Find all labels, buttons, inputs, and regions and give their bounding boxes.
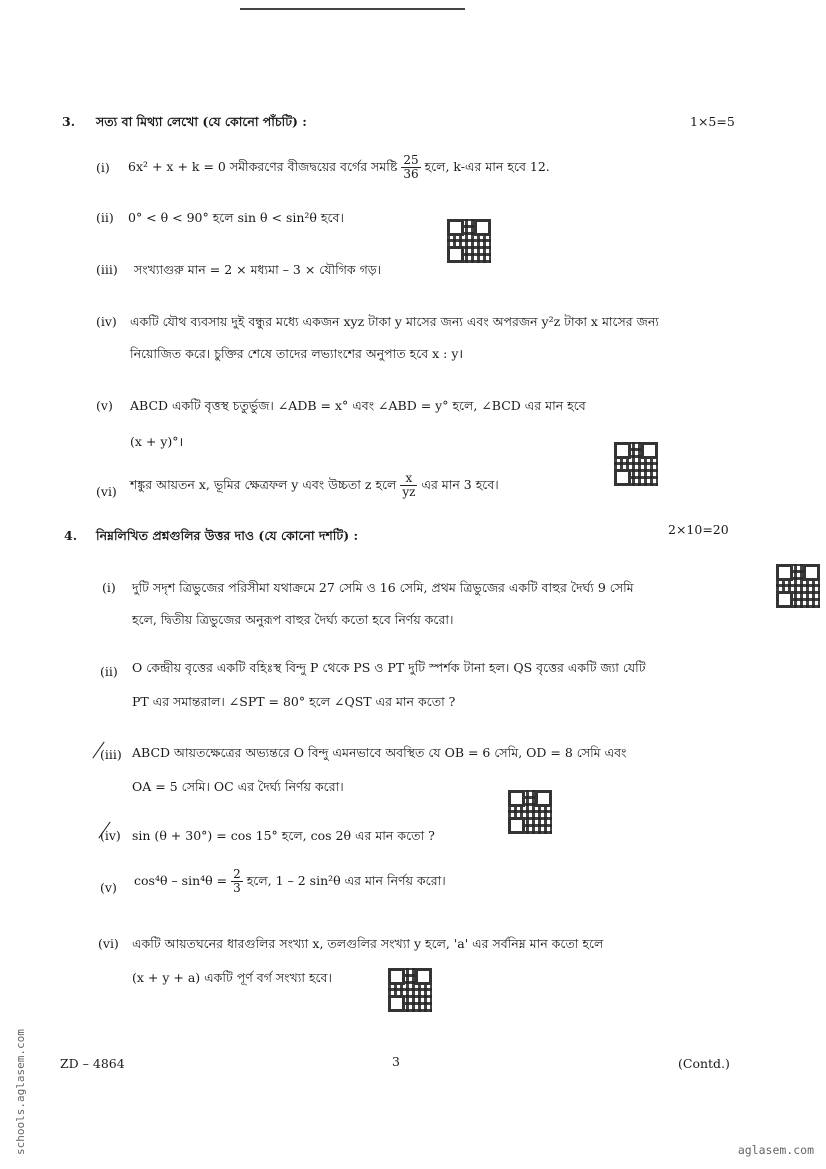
- question-3-number: 3.: [62, 114, 76, 129]
- q3-item-i: [128, 152, 550, 182]
- q4-item-label: (i): [102, 580, 116, 595]
- q4-item-ii: O কেন্দ্রীয় বৃত্তের একটি বহিঃস্থ বিন্দু P থেকে PS ও PT দুটি স্পর্শক টানা হল। QS বৃত্তের একটি জ্যা যেটি: [132, 660, 646, 675]
- fraction-denominator: yz: [402, 485, 416, 499]
- q4-item-ii-cont: PT এর সমান্তরাল। ∠SPT = 80° হলে ∠QST এর মান কতো ?: [132, 694, 456, 709]
- continued-label: (Contd.): [678, 1056, 730, 1071]
- q3-item-v-cont: (x + y)°।: [130, 434, 184, 449]
- q3-item-label: (vi): [96, 484, 117, 499]
- qr-code-icon: [508, 790, 552, 834]
- qr-code-icon: [388, 968, 432, 1012]
- qr-code-icon: [776, 564, 820, 608]
- q4-item-iv: sin (θ + 30°) = cos 15° হলে, cos 2θ এর মান কতো ?: [132, 828, 435, 843]
- q4-item-iii-cont: OA = 5 সেমি। OC এর দৈর্ঘ্য নির্ণয় করো।: [132, 779, 344, 794]
- q4-item-v-text-a: cos⁴θ – sin⁴θ =: [134, 873, 228, 888]
- q3-item-iii: সংখ্যাগুরু মান = 2 × মধ্যমা – 3 × যৌগিক গড়।: [134, 262, 382, 277]
- question-3-title: সত্য বা মিথ্যা লেখো (যে কোনো পাঁচটি) :: [96, 114, 307, 129]
- q3-item-vi: [130, 470, 499, 500]
- q3-item-label: (ii): [96, 210, 114, 225]
- fraction-numerator: x: [400, 472, 417, 486]
- q3-item-ii: 0° < θ < 90° হলে sin θ < sin²θ হবে।: [128, 210, 344, 225]
- q3-item-i-fraction: [401, 154, 420, 181]
- fraction-numerator: 25: [403, 153, 419, 167]
- fraction-denominator: 36: [403, 167, 419, 181]
- question-4-marks: 2×10=20: [668, 522, 729, 537]
- question-3-marks: 1×5=5: [690, 114, 735, 129]
- q4-item-vi-cont: (x + y + a) একটি পূর্ণ বর্গ সংখ্যা হবে।: [132, 970, 332, 985]
- q4-item-v: [134, 866, 446, 896]
- fraction-numerator: 2: [233, 867, 241, 881]
- q3-item-i-text-b: হলে, k-এর মান হবে 12.: [424, 159, 550, 174]
- q3-item-iv-cont: নিয়োজিত করে। চুক্তির শেষে তাদের লভ্যাংশের অনুপাত হবে x : y।: [130, 346, 464, 361]
- q3-item-i-text-a: 6x² + x + k = 0 সমীকরণের বীজদ্বয়ের বর্গের সমষ্টি: [128, 159, 398, 174]
- q4-item-label: (iii): [100, 747, 122, 762]
- qr-code-icon: [614, 442, 658, 486]
- paper-code: ZD – 4864: [60, 1056, 125, 1071]
- fraction-denominator: 3: [233, 881, 241, 895]
- q4-item-label: (v): [100, 880, 117, 895]
- q4-item-iii: ABCD আয়তক্ষেত্রের অভ্যন্তরে O বিন্দু এমনভাবে অবস্থিত যে OB = 6 সেমি, OD = 8 সেমি এবং: [132, 745, 627, 760]
- q3-item-iv: একটি যৌথ ব্যবসায় দুই বন্ধুর মধ্যে একজন xyz টাকা y মাসের জন্য এবং অপরজন y²z টাকা x মাসের জন্য: [130, 314, 659, 329]
- qr-code-icon: [447, 219, 491, 263]
- question-4-title: নিম্নলিখিত প্রশ্নগুলির উত্তর দাও (যে কোনো দশটি) :: [96, 528, 359, 543]
- q4-item-label: (ii): [100, 664, 118, 679]
- q3-item-label: (i): [96, 160, 110, 175]
- q3-item-label: (v): [96, 398, 113, 413]
- q3-item-v: ABCD একটি বৃত্তস্থ চতুর্ভুজ। ∠ADB = x° এবং ∠ABD = y° হলে, ∠BCD এর মান হবে: [130, 398, 586, 413]
- page-number: 3: [392, 1054, 400, 1069]
- q4-item-label: (iv): [100, 828, 121, 843]
- q4-item-label: (vi): [98, 936, 119, 951]
- q4-item-i: দুটি সদৃশ ত্রিভুজের পরিসীমা যথাক্রমে 27 সেমি ও 16 সেমি, প্রথম ত্রিভুজের একটি বাহুর দৈর্ঘ্য 9 সেমি: [132, 580, 634, 595]
- question-4-number: 4.: [64, 528, 78, 543]
- q3-item-vi-fraction: [400, 472, 417, 499]
- q3-item-label: (iii): [96, 262, 118, 277]
- q4-item-v-text-b: হলে, 1 – 2 sin²θ এর মান নির্ণয় করো।: [246, 873, 446, 888]
- q4-item-v-fraction: [231, 868, 243, 895]
- q3-item-vi-text-b: এর মান 3 হবে।: [421, 477, 499, 492]
- q4-item-vi: একটি আয়তঘনের ধারগুলির সংখ্যা x, তলগুলির সংখ্যা y হলে, 'a' এর সর্বনিম্ন মান কতো হলে: [132, 936, 604, 951]
- header-rule: [240, 8, 465, 10]
- corner-watermark: aglasem.com: [737, 1143, 814, 1157]
- q3-item-label: (iv): [96, 314, 117, 329]
- q3-item-vi-text-a: শঙ্কুর আয়তন x, ভূমির ক্ষেত্রফল y এবং উচ্চতা z হলে: [130, 477, 397, 492]
- q4-item-i-cont: হলে, দ্বিতীয় ত্রিভুজের অনুরূপ বাহুর দৈর্ঘ্য কতো হবে নির্ণয় করো।: [132, 612, 454, 627]
- side-watermark: schools.aglasem.com: [14, 1029, 27, 1155]
